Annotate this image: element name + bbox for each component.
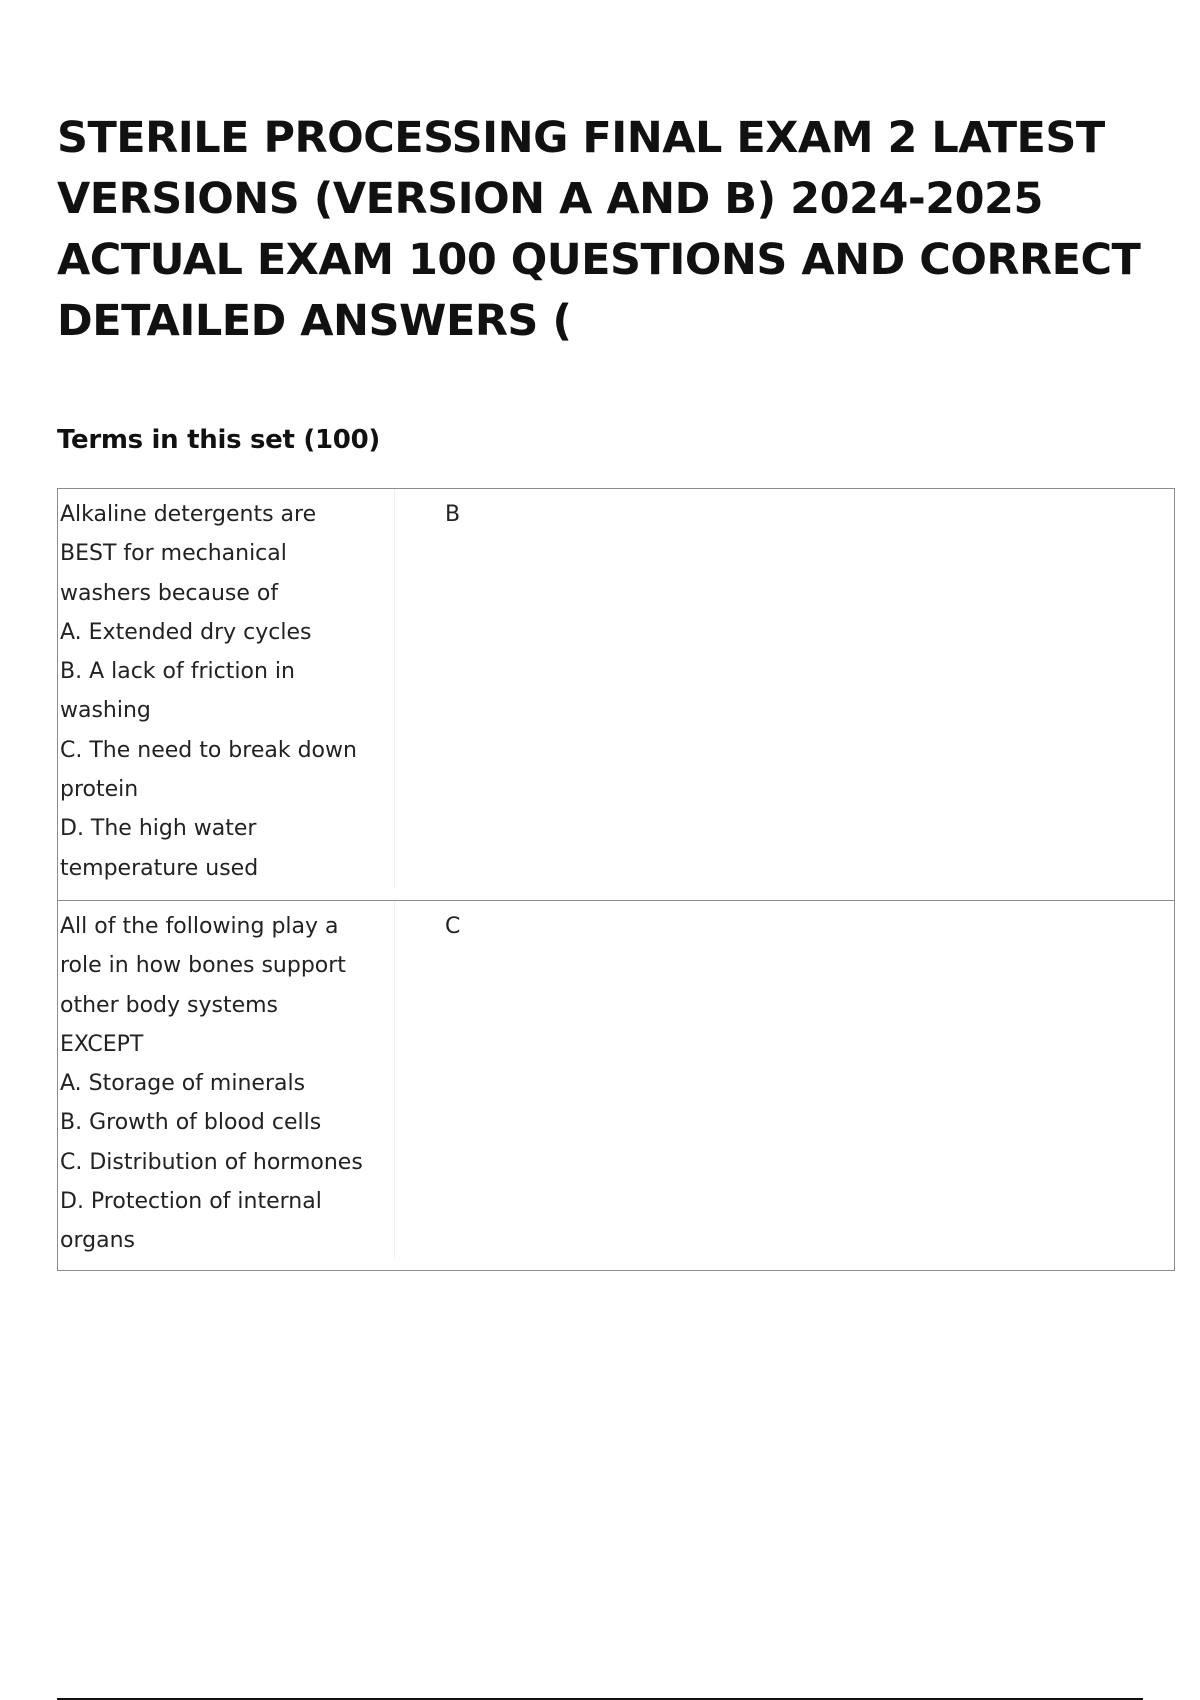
term-question — [58, 901, 395, 1258]
option-b-continued: washing — [60, 698, 151, 724]
question-line: All of the following play a — [60, 914, 339, 939]
question-line: Alkaline detergents are — [60, 502, 317, 527]
terms-table — [57, 488, 1175, 1271]
title-line: DETAILED ANSWERS ( — [57, 296, 572, 346]
question-line: role in how bones support — [60, 953, 346, 979]
option-a: A. Extended dry cycles — [60, 619, 312, 645]
option-d-continued: organs — [60, 1228, 135, 1254]
option-c: C. The need to break down — [60, 737, 357, 763]
option-d: D. Protection of internal — [60, 1189, 322, 1215]
option-c: C. Distribution of hormones — [60, 1149, 363, 1175]
document-title — [57, 108, 1167, 352]
title-line: STERILE PROCESSING FINAL EXAM 2 LATEST — [57, 113, 1105, 163]
title-line: VERSIONS (VERSION A AND B) 2024-2025 — [57, 174, 1043, 224]
option-a: A. Storage of minerals — [60, 1071, 306, 1097]
term-row — [58, 489, 1174, 900]
option-b: B. A lack of friction in — [60, 659, 295, 685]
title-line: ACTUAL EXAM 100 QUESTIONS AND CORRECT — [57, 235, 1141, 285]
option-d: D. The high water — [60, 816, 257, 842]
option-c-continued: protein — [60, 777, 139, 803]
question-line: EXCEPT — [60, 1031, 144, 1057]
term-row — [58, 900, 1174, 1270]
term-answer: B — [445, 502, 461, 527]
term-answer: C — [445, 914, 461, 939]
terms-count-heading: Terms in this set (100) — [57, 425, 380, 455]
option-d-continued: temperature used — [60, 855, 259, 881]
question-line: other body systems — [60, 992, 279, 1018]
option-b: B. Growth of blood cells — [60, 1110, 322, 1136]
question-line: washers because of — [60, 580, 279, 606]
term-question — [58, 489, 395, 888]
question-line: BEST for mechanical — [60, 541, 287, 567]
